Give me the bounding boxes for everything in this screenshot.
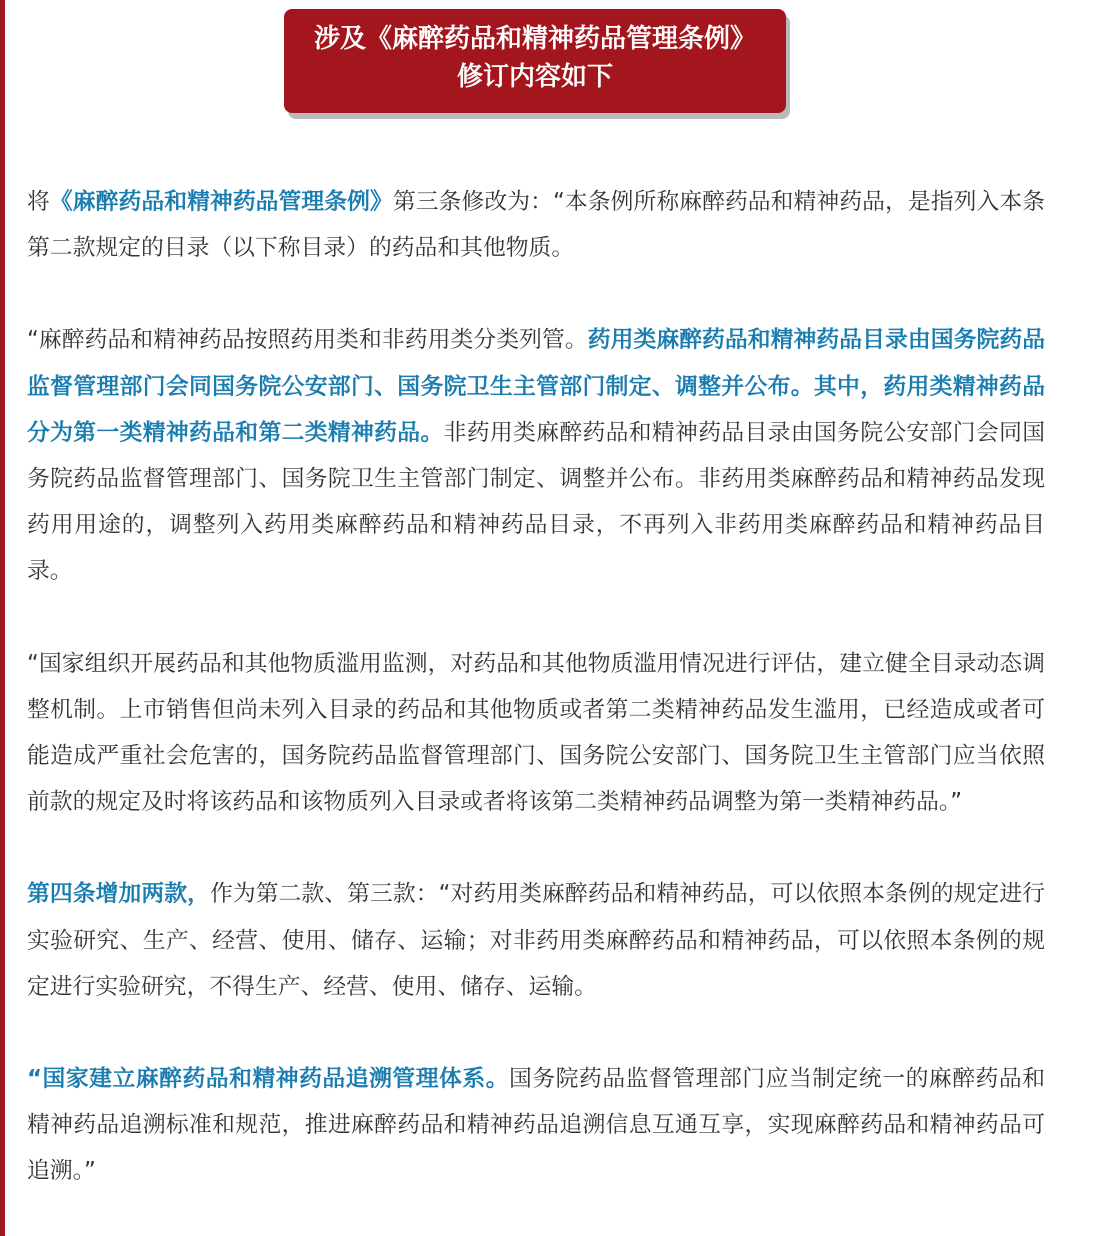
paragraph-4-text: 作为第二款、第三款：“对药用类麻醉药品和精神药品，可以依照本条例的规定进行实验研究、生产、经营、使用、储存、运输；对非药用类麻醉药品和精神药品，可以依照本条例的规定进行实验研究，不得生产、经营、使用、储存、运输。 bbox=[27, 881, 1046, 1000]
paragraph-1-text-a: 将 bbox=[27, 189, 50, 215]
paragraph-5-highlight: “国家建立麻醉药品和精神药品追溯管理体系。 bbox=[27, 1066, 510, 1093]
paragraph-2 bbox=[27, 317, 1045, 594]
paragraph-4-highlight: 第四条增加两款， bbox=[27, 881, 210, 908]
paragraph-2-highlight: 药用类麻醉药品和精神药品目录由国务院药品监督管理部门会同国务院公安部门、国务院卫生主管部门制定、调整并公布。其中，药用类精神药品分为第一类精神药品和第二类精神药品。 bbox=[27, 327, 1046, 446]
paragraph-5-text: 国务院药品监督管理部门应当制定统一的麻醉药品和精神药品追溯标准和规范，推进麻醉药品和精神药品追溯信息互通互享，实现麻醉药品和精神药品可追溯。” bbox=[27, 1066, 1045, 1185]
paragraph-2-text-b: 非药用类麻醉药品和精神药品目录由国务院公安部门会同国务院药品监督管理部门、国务院卫生主管部门制定、调整并公布。非药用类麻醉药品和精神药品发现药用用途的，调整列入药用类麻醉药品和精神药品目录，不再列入非药用类麻醉药品和精神药品目录。 bbox=[27, 419, 1046, 585]
paragraph-3-text: “国家组织开展药品和其他物质滥用监测，对药品和其他物质滥用情况进行评估，建立健全目录动态调整机制。上市销售但尚未列入目录的药品和其他物质或者第二类精神药品发生滥用，已经造成或者可能造成严重社会危害的，国务院药品监督管理部门、国务院公安部门、国务院卫生主管部门应当依照前款的规定及时将该药品和该物质列入目录或者将该第二类精神药品调整为第一类精神药品。” bbox=[27, 650, 1045, 816]
paragraph-2-text-a: “麻醉药品和精神药品按照药用类和非药用类分类列管。 bbox=[27, 327, 588, 354]
title-banner bbox=[284, 9, 786, 113]
paragraph-4 bbox=[27, 871, 1045, 1010]
article-body bbox=[27, 179, 1045, 1195]
paragraph-3 bbox=[27, 641, 1045, 826]
left-accent-rule bbox=[0, 0, 5, 1236]
paragraph-5 bbox=[27, 1056, 1045, 1195]
regulation-title-highlight: 《麻醉药品和精神药品管理条例》 bbox=[49, 189, 393, 215]
paragraph-1-text-b: 第三条修改为：“本条例所称麻醉药品和精神药品，是指列入本条第二款规定的目录（以下称目录）的药品和其他物质。 bbox=[27, 189, 1046, 262]
title-line-1: 涉及《麻醉药品和精神药品管理条例》 bbox=[313, 24, 756, 54]
paragraph-1 bbox=[27, 179, 1045, 271]
title-line-2: 修订内容如下 bbox=[456, 62, 613, 92]
